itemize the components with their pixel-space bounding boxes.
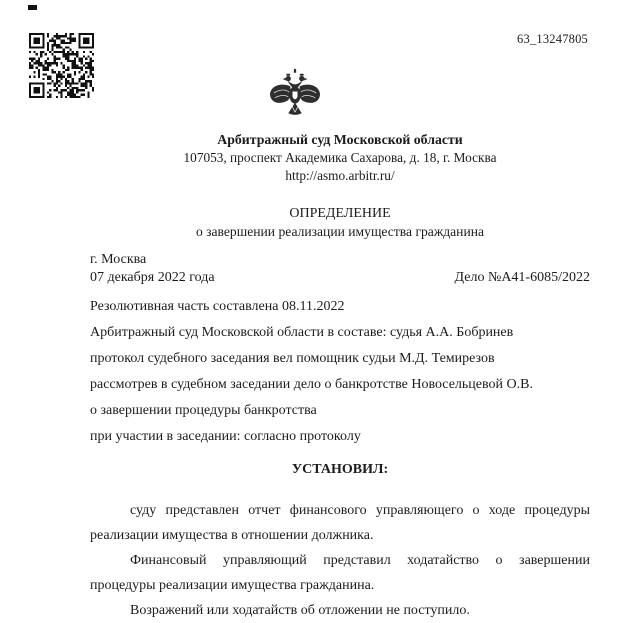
- paragraph: Финансовый управляющий представил ходатайство о завершении процедуры реализации имущества гражданина.: [90, 553, 590, 593]
- findings-block: [90, 498, 590, 623]
- body-line: при участии в заседании: согласно протоколу: [90, 429, 361, 444]
- paragraph: суду представлен отчет финансового управляющего о ходе процедуры реализации имущества в отношении должника.: [90, 503, 590, 543]
- document-title: ОПРЕДЕЛЕНИЕ: [289, 206, 391, 221]
- coat-of-arms-eagle-icon: [266, 68, 324, 123]
- body-line: рассмотрев в судебном заседании дело о банкротстве Новосельцевой О.В.: [90, 377, 533, 392]
- paragraph: Возражений или ходатайств об отложении не поступило.: [130, 603, 470, 618]
- meta-case-number: Дело №А41-6085/2022: [454, 270, 590, 285]
- document-subtitle: о завершении реализации имущества гражданина: [195, 224, 485, 239]
- ustanovil-heading: УСТАНОВИЛ:: [291, 462, 389, 477]
- court-url: http://asmo.arbitr.ru/: [285, 168, 395, 183]
- document-body: [90, 131, 590, 623]
- body-line: Арбитражный суд Московской области в составе: судья А.А. Бобринев: [90, 325, 514, 340]
- court-address: 107053, проспект Академика Сахарова, д. 18, г. Москва: [183, 150, 497, 165]
- qr-finder-top-left: [29, 33, 45, 49]
- qr-finder-top-right: [78, 33, 94, 49]
- meta-date: 07 декабря 2022 года: [90, 270, 215, 285]
- body-line: протокол судебного заседания вел помощник судьи М.Д. Темирезов: [90, 351, 495, 366]
- composition-block: [90, 324, 590, 445]
- document-code: 63_13247805: [517, 32, 588, 46]
- court-name: Арбитражный суд Московской области: [217, 132, 463, 147]
- body-line: о завершении процедуры банкротства: [90, 403, 317, 418]
- meta-city: г. Москва: [90, 252, 147, 267]
- resolution-line: Резолютивная часть составлена 08.11.2022: [90, 299, 345, 314]
- scan-artifact: [28, 5, 37, 10]
